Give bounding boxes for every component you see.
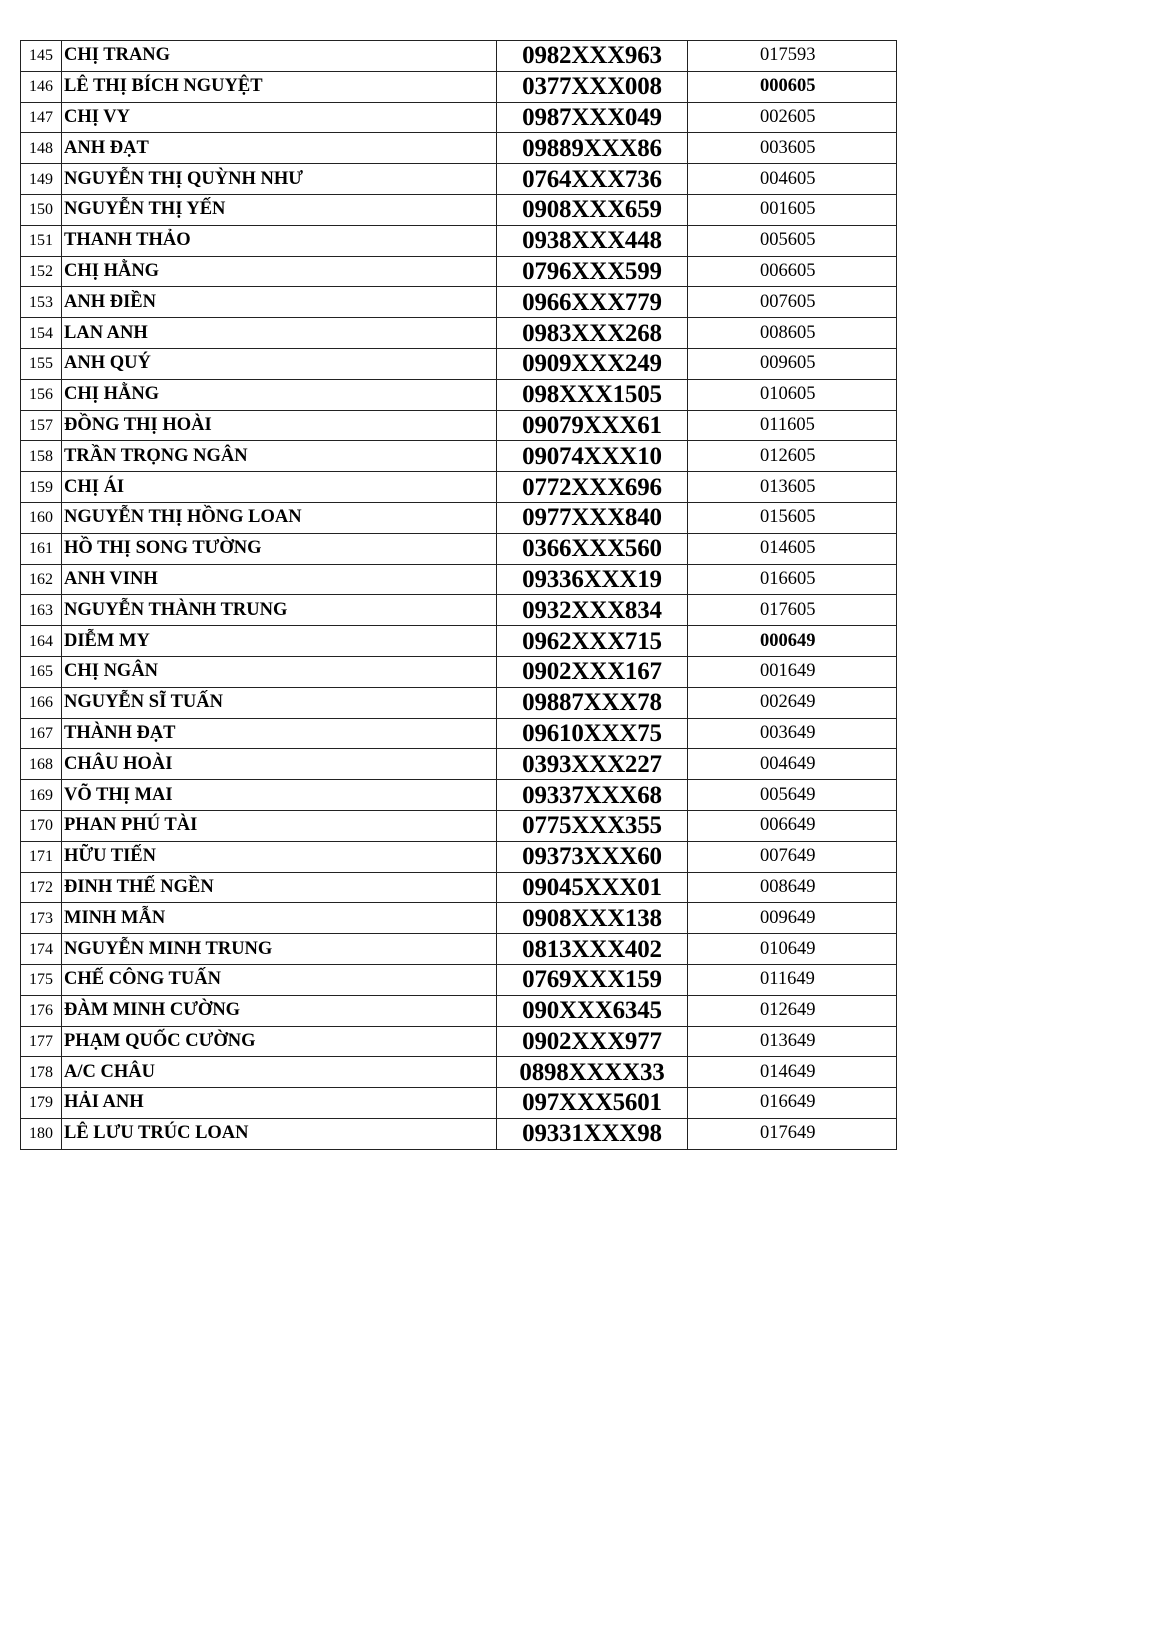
row-number-cell: 156 bbox=[21, 379, 62, 410]
phone-number-cell: 0769XXX159 bbox=[497, 964, 688, 995]
table-row bbox=[21, 71, 897, 102]
phone-number-cell: 09045XXX01 bbox=[497, 872, 688, 903]
code-cell: 002605 bbox=[688, 102, 897, 133]
phone-number-cell: 0938XXX448 bbox=[497, 225, 688, 256]
row-number-cell: 148 bbox=[21, 133, 62, 164]
customer-name-cell: LÊ THỊ BÍCH NGUYỆT bbox=[62, 71, 497, 102]
phone-number-cell: 0908XXX138 bbox=[497, 903, 688, 934]
customer-name-cell: ANH ĐIỀN bbox=[62, 287, 497, 318]
table-row bbox=[21, 656, 897, 687]
customer-name-cell: ĐINH THẾ NGỀN bbox=[62, 872, 497, 903]
row-number-cell: 168 bbox=[21, 749, 62, 780]
customer-name-cell: NGUYỄN MINH TRUNG bbox=[62, 934, 497, 965]
code-cell: 017593 bbox=[688, 41, 897, 72]
customer-table-body bbox=[21, 41, 897, 1150]
table-row bbox=[21, 441, 897, 472]
phone-number-cell: 0898XXXX33 bbox=[497, 1057, 688, 1088]
row-number-cell: 169 bbox=[21, 780, 62, 811]
row-number-cell: 146 bbox=[21, 71, 62, 102]
customer-name-cell: LÊ LƯU TRÚC LOAN bbox=[62, 1118, 497, 1149]
customer-name-cell: HỮU TIẾN bbox=[62, 841, 497, 872]
table-row bbox=[21, 872, 897, 903]
code-cell: 008649 bbox=[688, 872, 897, 903]
code-cell: 010649 bbox=[688, 934, 897, 965]
table-row bbox=[21, 595, 897, 626]
table-row bbox=[21, 903, 897, 934]
phone-number-cell: 0909XXX249 bbox=[497, 348, 688, 379]
row-number-cell: 175 bbox=[21, 964, 62, 995]
row-number-cell: 178 bbox=[21, 1057, 62, 1088]
code-cell: 017649 bbox=[688, 1118, 897, 1149]
row-number-cell: 176 bbox=[21, 995, 62, 1026]
table-row bbox=[21, 133, 897, 164]
customer-name-cell: ANH ĐẠT bbox=[62, 133, 497, 164]
customer-name-cell: PHẠM QUỐC CƯỜNG bbox=[62, 1026, 497, 1057]
code-cell: 016649 bbox=[688, 1088, 897, 1119]
customer-name-cell: THÀNH ĐẠT bbox=[62, 718, 497, 749]
code-cell: 003649 bbox=[688, 718, 897, 749]
code-cell: 007605 bbox=[688, 287, 897, 318]
code-cell: 000605 bbox=[688, 71, 897, 102]
customer-name-cell: ĐÀM MINH CƯỜNG bbox=[62, 995, 497, 1026]
code-cell: 017605 bbox=[688, 595, 897, 626]
code-cell: 007649 bbox=[688, 841, 897, 872]
phone-number-cell: 0977XXX840 bbox=[497, 502, 688, 533]
customer-name-cell: ĐỒNG THỊ HOÀI bbox=[62, 410, 497, 441]
row-number-cell: 170 bbox=[21, 810, 62, 841]
phone-number-cell: 09079XXX61 bbox=[497, 410, 688, 441]
code-cell: 001649 bbox=[688, 656, 897, 687]
code-cell: 014605 bbox=[688, 533, 897, 564]
code-cell: 004605 bbox=[688, 164, 897, 195]
phone-number-cell: 097XXX5601 bbox=[497, 1088, 688, 1119]
code-cell: 000649 bbox=[688, 626, 897, 657]
code-cell: 012605 bbox=[688, 441, 897, 472]
customer-table bbox=[20, 40, 897, 1150]
code-cell: 010605 bbox=[688, 379, 897, 410]
code-cell: 002649 bbox=[688, 687, 897, 718]
table-row bbox=[21, 256, 897, 287]
row-number-cell: 173 bbox=[21, 903, 62, 934]
row-number-cell: 149 bbox=[21, 164, 62, 195]
customer-name-cell: MINH MẪN bbox=[62, 903, 497, 934]
customer-name-cell: PHAN PHÚ TÀI bbox=[62, 810, 497, 841]
row-number-cell: 162 bbox=[21, 564, 62, 595]
table-row bbox=[21, 194, 897, 225]
table-row bbox=[21, 41, 897, 72]
phone-number-cell: 0813XXX402 bbox=[497, 934, 688, 965]
phone-number-cell: 0966XXX779 bbox=[497, 287, 688, 318]
table-row bbox=[21, 934, 897, 965]
row-number-cell: 167 bbox=[21, 718, 62, 749]
customer-name-cell: CHỊ HẰNG bbox=[62, 379, 497, 410]
phone-number-cell: 0908XXX659 bbox=[497, 194, 688, 225]
row-number-cell: 166 bbox=[21, 687, 62, 718]
row-number-cell: 158 bbox=[21, 441, 62, 472]
customer-name-cell: ANH VINH bbox=[62, 564, 497, 595]
phone-number-cell: 0982XXX963 bbox=[497, 41, 688, 72]
table-row bbox=[21, 533, 897, 564]
table-row bbox=[21, 780, 897, 811]
table-row bbox=[21, 102, 897, 133]
customer-name-cell: LAN ANH bbox=[62, 318, 497, 349]
row-number-cell: 147 bbox=[21, 102, 62, 133]
row-number-cell: 161 bbox=[21, 533, 62, 564]
code-cell: 006605 bbox=[688, 256, 897, 287]
phone-number-cell: 0764XXX736 bbox=[497, 164, 688, 195]
table-row bbox=[21, 749, 897, 780]
phone-number-cell: 09074XXX10 bbox=[497, 441, 688, 472]
code-cell: 015605 bbox=[688, 502, 897, 533]
phone-number-cell: 09610XXX75 bbox=[497, 718, 688, 749]
code-cell: 011605 bbox=[688, 410, 897, 441]
row-number-cell: 172 bbox=[21, 872, 62, 903]
phone-number-cell: 0902XXX167 bbox=[497, 656, 688, 687]
phone-number-cell: 0962XXX715 bbox=[497, 626, 688, 657]
row-number-cell: 150 bbox=[21, 194, 62, 225]
phone-number-cell: 09337XXX68 bbox=[497, 780, 688, 811]
phone-number-cell: 0393XXX227 bbox=[497, 749, 688, 780]
customer-name-cell: HỒ THỊ SONG TƯỜNG bbox=[62, 533, 497, 564]
phone-number-cell: 090XXX6345 bbox=[497, 995, 688, 1026]
customer-name-cell: DIỄM MY bbox=[62, 626, 497, 657]
row-number-cell: 174 bbox=[21, 934, 62, 965]
phone-number-cell: 0366XXX560 bbox=[497, 533, 688, 564]
code-cell: 006649 bbox=[688, 810, 897, 841]
table-row bbox=[21, 410, 897, 441]
customer-name-cell: NGUYỄN THÀNH TRUNG bbox=[62, 595, 497, 626]
phone-number-cell: 0775XXX355 bbox=[497, 810, 688, 841]
table-row bbox=[21, 718, 897, 749]
code-cell: 001605 bbox=[688, 194, 897, 225]
row-number-cell: 179 bbox=[21, 1088, 62, 1119]
customer-name-cell: CHỊ HẰNG bbox=[62, 256, 497, 287]
customer-name-cell: CHẾ CÔNG TUẤN bbox=[62, 964, 497, 995]
row-number-cell: 177 bbox=[21, 1026, 62, 1057]
customer-name-cell: CHỊ TRANG bbox=[62, 41, 497, 72]
code-cell: 011649 bbox=[688, 964, 897, 995]
table-row bbox=[21, 964, 897, 995]
customer-name-cell: NGUYỄN THỊ QUỲNH NHƯ bbox=[62, 164, 497, 195]
phone-number-cell: 09331XXX98 bbox=[497, 1118, 688, 1149]
table-row bbox=[21, 225, 897, 256]
customer-name-cell: CHỊ NGÂN bbox=[62, 656, 497, 687]
code-cell: 013605 bbox=[688, 472, 897, 503]
phone-number-cell: 0987XXX049 bbox=[497, 102, 688, 133]
customer-name-cell: VÕ THỊ MAI bbox=[62, 780, 497, 811]
code-cell: 005649 bbox=[688, 780, 897, 811]
phone-number-cell: 0772XXX696 bbox=[497, 472, 688, 503]
table-row bbox=[21, 626, 897, 657]
row-number-cell: 151 bbox=[21, 225, 62, 256]
table-row bbox=[21, 995, 897, 1026]
customer-name-cell: TRẦN TRỌNG NGÂN bbox=[62, 441, 497, 472]
row-number-cell: 164 bbox=[21, 626, 62, 657]
table-row bbox=[21, 472, 897, 503]
phone-number-cell: 0902XXX977 bbox=[497, 1026, 688, 1057]
customer-name-cell: THANH THẢO bbox=[62, 225, 497, 256]
table-row bbox=[21, 810, 897, 841]
code-cell: 016605 bbox=[688, 564, 897, 595]
customer-name-cell: CHÂU HOÀI bbox=[62, 749, 497, 780]
row-number-cell: 153 bbox=[21, 287, 62, 318]
code-cell: 012649 bbox=[688, 995, 897, 1026]
table-row bbox=[21, 687, 897, 718]
table-row bbox=[21, 164, 897, 195]
phone-number-cell: 0983XXX268 bbox=[497, 318, 688, 349]
row-number-cell: 165 bbox=[21, 656, 62, 687]
phone-number-cell: 09889XXX86 bbox=[497, 133, 688, 164]
customer-name-cell: NGUYỄN THỊ HỒNG LOAN bbox=[62, 502, 497, 533]
code-cell: 014649 bbox=[688, 1057, 897, 1088]
phone-number-cell: 0796XXX599 bbox=[497, 256, 688, 287]
table-row bbox=[21, 1088, 897, 1119]
customer-name-cell: NGUYỄN THỊ YẾN bbox=[62, 194, 497, 225]
code-cell: 013649 bbox=[688, 1026, 897, 1057]
phone-number-cell: 0377XXX008 bbox=[497, 71, 688, 102]
table-row bbox=[21, 348, 897, 379]
row-number-cell: 155 bbox=[21, 348, 62, 379]
phone-number-cell: 0932XXX834 bbox=[497, 595, 688, 626]
code-cell: 009649 bbox=[688, 903, 897, 934]
row-number-cell: 154 bbox=[21, 318, 62, 349]
customer-name-cell: CHỊ VY bbox=[62, 102, 497, 133]
table-row bbox=[21, 502, 897, 533]
table-row bbox=[21, 318, 897, 349]
customer-name-cell: CHỊ ÁI bbox=[62, 472, 497, 503]
customer-name-cell: ANH QUÝ bbox=[62, 348, 497, 379]
row-number-cell: 157 bbox=[21, 410, 62, 441]
row-number-cell: 163 bbox=[21, 595, 62, 626]
table-row bbox=[21, 1026, 897, 1057]
table-row bbox=[21, 287, 897, 318]
code-cell: 003605 bbox=[688, 133, 897, 164]
row-number-cell: 152 bbox=[21, 256, 62, 287]
phone-number-cell: 098XXX1505 bbox=[497, 379, 688, 410]
customer-name-cell: HẢI ANH bbox=[62, 1088, 497, 1119]
customer-name-cell: NGUYỄN SĨ TUẤN bbox=[62, 687, 497, 718]
row-number-cell: 180 bbox=[21, 1118, 62, 1149]
code-cell: 009605 bbox=[688, 348, 897, 379]
row-number-cell: 160 bbox=[21, 502, 62, 533]
code-cell: 005605 bbox=[688, 225, 897, 256]
row-number-cell: 171 bbox=[21, 841, 62, 872]
table-row bbox=[21, 379, 897, 410]
phone-number-cell: 09373XXX60 bbox=[497, 841, 688, 872]
row-number-cell: 145 bbox=[21, 41, 62, 72]
table-row bbox=[21, 841, 897, 872]
code-cell: 004649 bbox=[688, 749, 897, 780]
phone-number-cell: 09887XXX78 bbox=[497, 687, 688, 718]
code-cell: 008605 bbox=[688, 318, 897, 349]
table-row bbox=[21, 564, 897, 595]
row-number-cell: 159 bbox=[21, 472, 62, 503]
table-row bbox=[21, 1057, 897, 1088]
table-row bbox=[21, 1118, 897, 1149]
phone-number-cell: 09336XXX19 bbox=[497, 564, 688, 595]
customer-name-cell: A/C CHÂU bbox=[62, 1057, 497, 1088]
